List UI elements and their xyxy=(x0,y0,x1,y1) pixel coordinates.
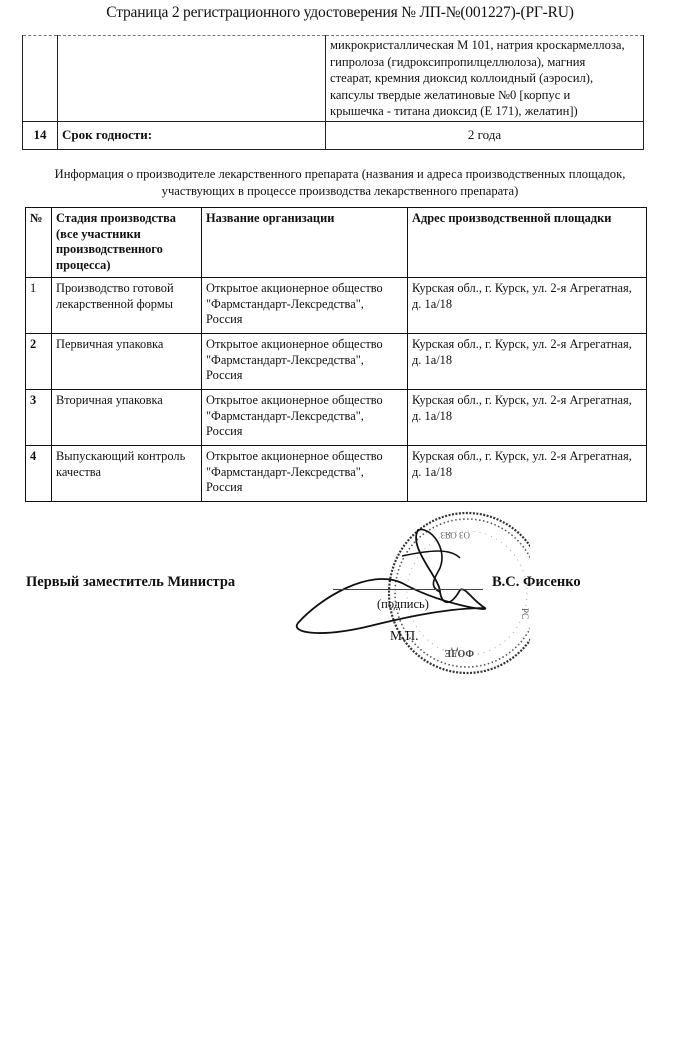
column-header-organization: Название организации xyxy=(202,208,408,278)
row-number: 2 xyxy=(26,334,52,390)
row-stage: Вторичная упаковка xyxy=(52,390,202,446)
composition-line: гипролоза (гидроксипропилцеллюлоза), магния xyxy=(330,54,586,69)
row-stage: Производство готовой лекарственной формы xyxy=(52,278,202,334)
table-row xyxy=(26,390,647,446)
row-organization: Открытое акционерное общество "Фармстандарт-Лексредства", Россия xyxy=(202,278,408,334)
row-address: Курская обл., г. Курск, ул. 2-я Агрегатная, д. 1а/18 xyxy=(408,278,647,334)
heading-line: Информация о производителе лекарственного препарата (названия и адреса производственных площадок, xyxy=(54,167,626,181)
row-organization: Открытое акционерное общество "Фармстандарт-Лексредства", Россия xyxy=(202,446,408,502)
svg-text:ФОДЕ: ФОДЕ xyxy=(444,647,474,658)
composition-line: капсулы твердые желатиновые №0 [корпус и xyxy=(330,87,571,102)
row-address: Курская обл., г. Курск, ул. 2-я Агрегатная, д. 1а/18 xyxy=(408,390,647,446)
continuation-label-cell xyxy=(58,36,326,122)
svg-text:РС: РС xyxy=(520,608,530,620)
continuation-value-cell xyxy=(326,36,644,122)
composition-table xyxy=(22,35,644,150)
manufacturer-info-heading xyxy=(0,166,680,200)
row-address: Курская обл., г. Курск, ул. 2-я Агрегатная, д. 1а/18 xyxy=(408,446,647,502)
row-address: Курская обл., г. Курск, ул. 2-я Агрегатная, д. 1а/18 xyxy=(408,334,647,390)
column-header-address: Адрес производственной площадки xyxy=(408,208,647,278)
row-stage: Первичная упаковка xyxy=(52,334,202,390)
composition-continuation-row xyxy=(23,36,644,122)
heading-line: участвующих в процессе производства лекарственного препарата) xyxy=(161,184,519,198)
row-number: 4 xyxy=(26,446,52,502)
stamp-place-label: М.П. xyxy=(390,628,419,643)
row-number: 1 xyxy=(26,278,52,334)
composition-line: стеарат, кремния диоксид коллоидный (аэросил), xyxy=(330,71,594,86)
table-row xyxy=(26,278,647,334)
row-stage: Выпускающий контроль качества xyxy=(52,446,202,502)
signatory-position: Первый заместитель Министра xyxy=(26,574,236,590)
official-stamp-icon xyxy=(290,508,530,678)
shelf-life-row xyxy=(23,121,644,149)
row-organization: Открытое акционерное общество "Фармстандарт-Лексредства", Россия xyxy=(202,390,408,446)
signature-line xyxy=(333,589,483,590)
row-number: 14 xyxy=(23,121,58,149)
table-row xyxy=(26,334,647,390)
shelf-life-value: 2 года xyxy=(326,121,644,149)
shelf-life-label: Срок годности: xyxy=(58,121,326,149)
signatory-name: В.С. Фисенко xyxy=(492,574,581,590)
row-organization: Открытое акционерное общество "Фармстандарт-Лексредства", Россия xyxy=(202,334,408,390)
composition-line: микрокристаллическая М 101, натрия кроскармеллоза, xyxy=(330,38,625,52)
column-header-number: № xyxy=(26,208,52,278)
continuation-number-cell xyxy=(23,36,58,122)
svg-text:ОЗ ОЯЗ: ОЗ ОЯЗ xyxy=(440,530,470,540)
table-header-row xyxy=(26,208,647,278)
composition-line: крышечка - титана диоксид (Е 171), желатин]) xyxy=(330,104,578,119)
row-number: 3 xyxy=(26,390,52,446)
manufacturer-table xyxy=(25,207,647,502)
column-header-stage: Стадия производства (все участники производственного процесса) xyxy=(52,208,202,278)
table-row xyxy=(26,446,647,502)
signature-caption: (подпись) xyxy=(377,597,429,611)
page-header: Страница 2 регистрационного удостоверения № ЛП-№(001227)-(РГ-RU) xyxy=(106,4,574,21)
